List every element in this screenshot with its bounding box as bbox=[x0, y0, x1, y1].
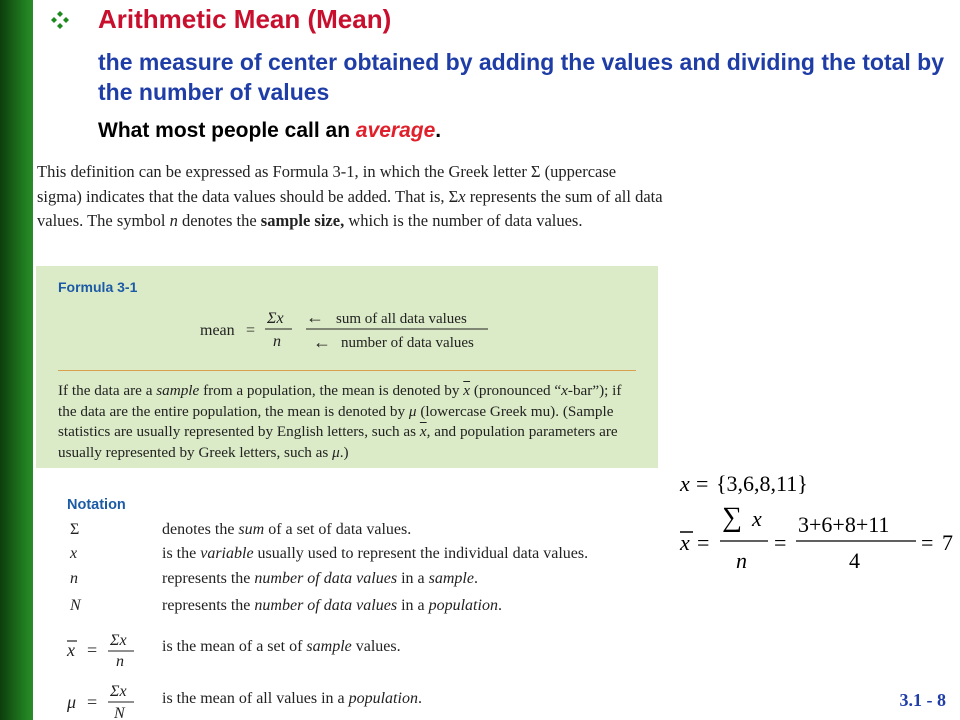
notation-desc-part: values. bbox=[351, 638, 401, 655]
example-sum-symbol: ∑ bbox=[722, 502, 742, 533]
example-sum-x: x bbox=[752, 506, 762, 531]
notation-xbar-equals: = bbox=[87, 640, 98, 660]
notation-desc-part: in a bbox=[397, 570, 429, 587]
example-set-equals: = bbox=[696, 471, 709, 496]
notation-row-xbar bbox=[70, 638, 660, 662]
note-part-6: , and population parameters are usually represented by Greek letters, such as bbox=[58, 423, 618, 461]
notation-desc-em: number of data values bbox=[254, 570, 398, 587]
textbook-text-3: denotes the bbox=[177, 211, 261, 230]
formula-box bbox=[36, 266, 658, 468]
notation-mu-denominator: N bbox=[114, 705, 125, 720]
notation-label: Notation bbox=[67, 497, 126, 513]
notation-symbol: x bbox=[70, 545, 78, 562]
average-statement bbox=[98, 119, 441, 143]
formula-equals: = bbox=[246, 322, 256, 339]
formula-lhs: mean bbox=[200, 322, 235, 339]
example-calculation bbox=[672, 462, 958, 582]
notation-description bbox=[162, 690, 422, 708]
note-xbar-word: x bbox=[561, 382, 568, 399]
notation-mu-equals: = bbox=[87, 692, 98, 712]
notation-row-mu bbox=[70, 690, 660, 714]
four-diamond-bullet-icon bbox=[50, 10, 70, 30]
formula-note bbox=[58, 381, 643, 463]
textbook-n: n bbox=[169, 211, 178, 230]
formula-arrow-top: ← bbox=[306, 307, 324, 327]
formula-denominator: n bbox=[273, 333, 281, 350]
notation-desc-part: represents the bbox=[162, 570, 255, 587]
notation-symbol: Σ bbox=[70, 521, 80, 538]
formula-annotation-top: sum of all data values bbox=[336, 311, 467, 327]
slide-title: Arithmetic Mean (Mean) bbox=[98, 4, 392, 34]
textbook-bold: sample size, bbox=[260, 211, 345, 230]
textbook-x: x bbox=[458, 186, 466, 206]
notation-desc-em: sum bbox=[238, 521, 265, 538]
formula-3-1-equation bbox=[36, 266, 658, 370]
note-mu-2: μ bbox=[332, 443, 340, 461]
notation-desc-part: of a set of data values. bbox=[264, 521, 412, 538]
left-green-sidebar bbox=[0, 0, 33, 720]
note-part-7: .) bbox=[339, 443, 349, 461]
notation-xbar-denominator: n bbox=[116, 653, 124, 670]
example-result: 7 bbox=[942, 530, 953, 555]
notation-desc-part: is the mean of all values in a bbox=[162, 690, 349, 707]
notation-desc-em: sample bbox=[428, 570, 474, 587]
notation-symbol: N bbox=[70, 597, 81, 614]
example-set-values: {3,6,8,11} bbox=[716, 471, 808, 496]
notation-desc-em: number of data values bbox=[254, 597, 398, 614]
example-equals-3: = bbox=[921, 530, 934, 555]
notation-row-sigma bbox=[70, 521, 660, 545]
notation-desc-em: variable bbox=[200, 545, 254, 562]
note-part-2: from a population, the mean is denoted by bbox=[199, 382, 464, 399]
notation-mu-numerator: Σx bbox=[110, 683, 127, 700]
notation-desc-part: usually used to represent the individual data values. bbox=[253, 545, 589, 562]
note-part-1: If the data are a bbox=[58, 382, 157, 399]
formula-annotation-bottom: number of data values bbox=[341, 335, 474, 351]
note-mu: μ bbox=[408, 402, 417, 420]
notation-desc-em: population bbox=[348, 690, 418, 707]
notation-symbol: n bbox=[70, 570, 78, 587]
notation-row-x bbox=[70, 545, 660, 569]
formula-numerator: Σx bbox=[267, 310, 284, 327]
formula-arrow-bottom: ← bbox=[313, 332, 331, 352]
notation-desc-part: is the bbox=[162, 545, 201, 562]
note-part-4: -bar”); if the data are the entire population, the mean is denoted by bbox=[58, 382, 622, 420]
notation-desc-part: represents the bbox=[162, 597, 255, 614]
note-part-3: (pronounced “ bbox=[470, 382, 562, 399]
notation-description bbox=[162, 597, 502, 615]
example-equals-2: = bbox=[774, 530, 787, 555]
notation-desc-part: denotes the bbox=[162, 521, 239, 538]
page-number: 3.1 - 8 bbox=[899, 690, 946, 710]
average-emphasis: average bbox=[355, 119, 436, 142]
notation-mu-symbol: μ bbox=[67, 692, 77, 712]
formula-label: Formula 3-1 bbox=[58, 279, 138, 295]
notation-xbar-numerator: Σx bbox=[110, 632, 127, 649]
textbook-paragraph bbox=[37, 160, 663, 234]
example-equals-1: = bbox=[697, 530, 710, 555]
notation-desc-part: . bbox=[417, 690, 422, 707]
notation-row-n bbox=[70, 570, 660, 594]
slide-subtitle: the measure of center obtained by adding the values and dividing the total by the number of values bbox=[98, 49, 945, 105]
note-xbar-2: $\overline{x}$ bbox=[419, 423, 427, 440]
note-part-5: (lowercase Greek mu). (Sample statistics are usually represented by English letters, such as bbox=[58, 402, 614, 440]
textbook-text-1: This definition can be expressed as Formula 3-1, in which the Greek letter Σ (uppercase sigma) indicates that the data values should be added. That is, Σ bbox=[37, 162, 617, 206]
example-numerator: 3+6+8+11 bbox=[798, 512, 890, 537]
notation-description bbox=[162, 545, 588, 563]
notation-xbar-symbol: x bbox=[67, 640, 75, 660]
notation-desc-part: is the mean of a set of bbox=[162, 638, 307, 655]
notation-desc-part: . bbox=[497, 597, 502, 614]
note-sample: sample bbox=[156, 382, 200, 399]
example-denominator: 4 bbox=[849, 548, 860, 573]
textbook-text-2: represents the sum of all data values. The symbol bbox=[37, 186, 663, 230]
notation-description bbox=[162, 570, 478, 588]
notation-desc-em: population bbox=[428, 597, 498, 614]
notation-desc-part: . bbox=[473, 570, 478, 587]
example-n: n bbox=[736, 548, 747, 573]
example-set-x: x bbox=[680, 471, 690, 496]
textbook-text-4: which is the number of data values. bbox=[344, 211, 583, 230]
notation-row-N bbox=[70, 597, 660, 621]
example-xbar: x bbox=[680, 530, 690, 555]
notation-description bbox=[162, 521, 411, 539]
notation-desc-em: sample bbox=[306, 638, 352, 655]
average-suffix: . bbox=[435, 119, 442, 142]
average-prefix: What most people call an bbox=[98, 119, 356, 142]
note-xbar: $\overline{x}$ bbox=[463, 382, 471, 399]
notation-description bbox=[162, 638, 401, 656]
notation-desc-part: in a bbox=[397, 597, 429, 614]
formula-divider bbox=[58, 370, 636, 371]
